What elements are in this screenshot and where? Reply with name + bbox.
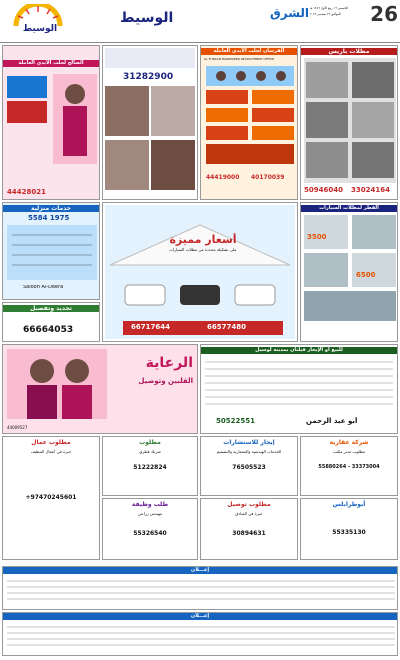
ad-qatar-shade: [300, 202, 398, 342]
announcement-text: [7, 623, 395, 653]
brand-logo-text: الوسيط: [22, 24, 58, 34]
phone-number: 31282900: [123, 72, 174, 82]
ad-car-shelters: [102, 202, 298, 342]
small-ad-title: طلب وظيفة: [131, 501, 169, 508]
phone-number: 5584 1975: [28, 214, 70, 222]
ad-title: القطر لمظلات السيارات: [301, 205, 397, 212]
worker-photo: [7, 349, 107, 419]
small-ad-title: مطلوب عمال: [31, 439, 71, 446]
phone-number: 51222824: [133, 464, 167, 471]
phone-number: 50522551: [216, 417, 255, 425]
kitchen-images: [105, 86, 195, 196]
small-ad: [2, 436, 100, 560]
ad-labor-recruitment: [200, 45, 298, 200]
phone-number: 76505523: [232, 464, 266, 471]
ad-title: خدمات منزلية: [3, 205, 99, 212]
date-line: الخميس ١٩ ربيع الأول ١٤٤٦ هـ: [310, 6, 349, 10]
phone-number: 50946040: [304, 186, 343, 194]
small-ad-title: مطلوب: [139, 439, 161, 446]
contact-name: أبو عبد الرحمن: [306, 417, 358, 425]
small-ad-subtitle: خبرة في أعمال التنظيف: [30, 449, 72, 454]
phone-number: 66577480: [207, 323, 246, 331]
services-grid: [206, 90, 294, 168]
phone-strip: 44009527: [7, 425, 28, 430]
small-ad-title: إيجار للاستشارات: [223, 439, 275, 446]
brand-logo-small: الوسيط: [120, 10, 174, 26]
kitchen-banner: [105, 48, 195, 68]
small-ad: [200, 436, 298, 496]
ad-title: الفرسان لجلب الأيدي العاملة: [201, 48, 297, 55]
announcement: [2, 566, 398, 610]
workers-image: [206, 66, 294, 86]
small-ad: [102, 436, 198, 496]
ad-renovation: [2, 302, 100, 342]
small-ad-subtitle: مهندس زراعي: [137, 511, 163, 516]
phone-number: 66717644: [131, 323, 170, 331]
ad-title: للبيع أو الإيجار فيلتان بمدينة لوسيل: [201, 347, 397, 354]
ad-title: أسعار مميزة: [169, 233, 237, 246]
price-tag: 3500: [307, 233, 327, 241]
shade-images: [304, 215, 396, 325]
ad-home-services: [2, 202, 100, 300]
brand-logo: [8, 4, 68, 36]
ad-subtitle: الفلبين وتوصيل: [138, 377, 193, 385]
small-ad-subtitle: شريك قطري: [139, 449, 161, 454]
ad-title: الصالح لجلب الأيدي العاملة: [3, 60, 99, 67]
phone-number: 40170039: [251, 174, 285, 181]
phone-number: 66664053: [23, 325, 74, 335]
phone-number: 44428021: [7, 188, 46, 196]
small-ad-subtitle: مطلوب مدير مكتب: [332, 449, 366, 454]
ad-title: الرعاية: [145, 355, 193, 371]
ad-kitchens: [102, 45, 198, 200]
phone-row: [123, 321, 283, 335]
small-ad: [102, 498, 198, 560]
announcement-text: [7, 577, 395, 607]
ad-title: مظلات باريس: [301, 48, 397, 55]
phone-number: +97470245601: [25, 494, 77, 501]
phone-number: 33024164: [351, 186, 390, 194]
ad-salah-recruitment: [2, 45, 100, 200]
flag-icon: [7, 76, 47, 98]
worker-photo: [53, 74, 97, 164]
header-divider: [0, 42, 400, 43]
flag-text: [7, 76, 51, 123]
shelter-photo: [105, 205, 295, 339]
small-ad: [300, 498, 398, 560]
shade-structures-image: [304, 58, 396, 183]
announcement-title: إعـــلان: [3, 567, 397, 574]
page-number: 26: [370, 2, 398, 24]
small-ad-subtitle: خبرة في الفنادق: [235, 511, 263, 516]
ad-reaaya: [2, 344, 198, 434]
ad-beach-notice: [200, 344, 398, 434]
price-tag: 6500: [356, 271, 376, 279]
phone-number: 30894631: [232, 530, 266, 537]
small-ad-title: مطلوب توصيل: [227, 501, 271, 508]
flag-icon: [7, 101, 47, 123]
phone-number: 55880264 - 33373004: [318, 464, 380, 470]
small-ad: [200, 498, 298, 560]
small-ad-subtitle: الخدمات الهندسية والمعمارية والتصميم: [216, 449, 282, 454]
section-title: الشرق: [270, 6, 310, 20]
phone-number: 55335130: [332, 529, 366, 536]
company-name: Saloon Al-Deera: [23, 285, 64, 290]
small-ad: [300, 436, 398, 496]
services-list: [7, 225, 97, 280]
announcement: [2, 612, 398, 656]
ad-parees: [300, 45, 398, 200]
ad-title: تجديد وتفصيل: [3, 305, 99, 312]
announcement-title: إعـــلان: [3, 613, 397, 620]
phone-number: 44419000: [206, 174, 240, 181]
phone-number: 55326540: [133, 530, 167, 537]
small-ad-title: شركة عقارية: [329, 439, 369, 446]
small-ads-grid: [2, 436, 398, 562]
small-ad-title: أبوطرابلس: [332, 501, 366, 508]
ad-subtitle: على تشكيلة محددة من مظلات السيارات: [169, 247, 237, 252]
date-line: الموافق ٢٦ سبتمبر ٢٠٢٤: [310, 12, 341, 16]
page-header: [0, 0, 400, 42]
notice-text-block: [205, 357, 393, 412]
ad-subtitle: AL FURSAN MANPOWER RECRUITMENT OFFICE: [204, 57, 275, 61]
